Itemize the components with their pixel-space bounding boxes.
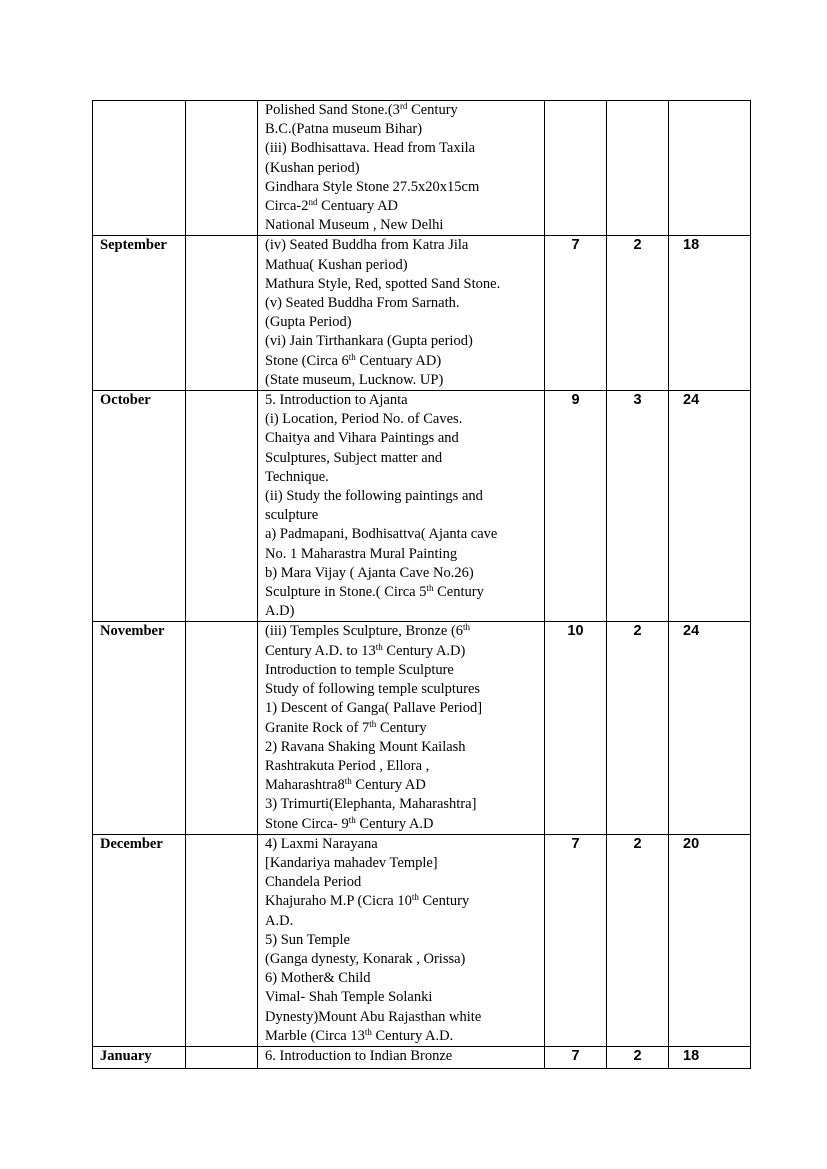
topic-line — [265, 699, 544, 718]
week-cell — [186, 1046, 258, 1068]
topic-text: Sculptures, Subject matter and — [265, 449, 443, 466]
ordinal-suffix: th — [411, 892, 419, 903]
practical-periods-cell: 3 — [607, 391, 669, 622]
topic-text: Mathua( Kushan period) — [265, 256, 408, 273]
topic-line — [265, 429, 544, 448]
table-row — [93, 391, 751, 622]
topic-cell — [258, 1046, 545, 1068]
practical-periods-cell — [607, 101, 669, 236]
topic-text: (iii) Bodhisattava. Head from Taxila — [265, 140, 476, 157]
topic-line — [265, 313, 544, 332]
topic-text: Study of following temple sculptures — [265, 681, 481, 698]
topic-line — [265, 738, 544, 757]
topic-text: Granite Rock of 7 — [265, 719, 370, 736]
topic-text: (v) Seated Buddha From Sarnath. — [265, 295, 460, 312]
topic-line — [265, 661, 544, 680]
theory-periods-cell: 7 — [545, 236, 607, 391]
topic-line — [265, 642, 544, 661]
topic-text: [Kandariya mahadev Temple] — [265, 854, 438, 871]
topic-line — [265, 101, 544, 120]
topic-text: Sculpture in Stone.( Circa 5 — [265, 584, 427, 601]
table-row — [93, 622, 751, 834]
topic-line — [265, 487, 544, 506]
total-periods-cell: 18 — [669, 1046, 751, 1068]
topic-line — [265, 931, 544, 950]
week-cell — [186, 101, 258, 236]
topic-line — [265, 449, 544, 468]
topic-text: Chandela Period — [265, 874, 362, 891]
topic-text: Century — [407, 102, 458, 118]
theory-periods-cell: 7 — [545, 1046, 607, 1068]
topic-cell — [258, 622, 545, 834]
table-row — [93, 236, 751, 391]
topic-line — [265, 159, 544, 178]
practical-periods-cell: 2 — [607, 1046, 669, 1068]
topic-text: Century A.D — [355, 815, 434, 832]
topic-text: Centuary AD — [317, 198, 399, 215]
topic-line — [265, 545, 544, 564]
total-periods-cell — [669, 101, 751, 236]
ordinal-suffix: th — [426, 583, 434, 594]
topic-line — [265, 892, 544, 911]
topic-cell — [258, 236, 545, 391]
topic-line — [265, 178, 544, 197]
topic-text: (ii) Study the following paintings and — [265, 488, 483, 505]
topic-text: Stone Circa- 9 — [265, 815, 349, 832]
topic-text: b) Mara Vijay ( Ajanta Cave No.26) — [265, 564, 474, 581]
ordinal-suffix: th — [375, 641, 383, 652]
topic-text: National Museum , New Delhi — [265, 217, 444, 234]
topic-text: 1) Descent of Ganga( Pallave Period] — [265, 700, 483, 717]
ordinal-suffix: nd — [308, 197, 318, 208]
topic-text: Rashtrakuta Period , Ellora , — [265, 757, 430, 774]
ordinal-suffix: th — [369, 718, 377, 729]
syllabus-table — [92, 100, 751, 1069]
topic-text: Century — [376, 719, 427, 736]
topic-text: 6. Introduction to Indian Bronze — [265, 1047, 453, 1064]
ordinal-suffix: rd — [399, 101, 408, 111]
topic-text: Mathura Style, Red, spotted Sand Stone. — [265, 275, 501, 292]
topic-line — [265, 988, 544, 1007]
topic-text: Gindhara Style Stone 27.5x20x15cm — [265, 178, 480, 195]
topic-text: Polished Sand Stone.(3 — [265, 102, 400, 118]
theory-periods-cell: 10 — [545, 622, 607, 834]
topic-cell — [258, 834, 545, 1046]
topic-text: Century — [433, 584, 484, 601]
theory-periods-cell — [545, 101, 607, 236]
topic-text: Vimal- Shah Temple Solanki — [265, 989, 433, 1006]
month-cell: December — [93, 834, 186, 1046]
ordinal-suffix: th — [463, 622, 471, 633]
topic-line — [265, 583, 544, 602]
practical-periods-cell: 2 — [607, 834, 669, 1046]
topic-line — [265, 120, 544, 139]
topic-line — [265, 835, 544, 854]
topic-text: Centuary AD) — [355, 352, 442, 369]
topic-text: 5) Sun Temple — [265, 931, 350, 948]
topic-line — [265, 602, 544, 621]
topic-text: A.D. — [265, 912, 294, 929]
topic-line — [265, 352, 544, 371]
topic-text: 3) Trimurti(Elephanta, Maharashtra] — [265, 796, 477, 813]
total-periods-cell: 24 — [669, 391, 751, 622]
topic-text: Circa-2 — [265, 198, 309, 215]
topic-line — [265, 468, 544, 487]
practical-periods-cell: 2 — [607, 236, 669, 391]
ordinal-suffix: th — [348, 351, 356, 362]
topic-line — [265, 294, 544, 313]
syllabus-table-body — [93, 101, 751, 1069]
total-periods-cell: 20 — [669, 834, 751, 1046]
topic-line — [265, 506, 544, 525]
topic-text: Maharashtra8 — [265, 777, 345, 794]
topic-text: A.D) — [265, 603, 295, 620]
topic-line — [265, 1047, 544, 1066]
month-cell: January — [93, 1046, 186, 1068]
topic-text: (Kushan period) — [265, 159, 360, 176]
topic-line — [265, 525, 544, 544]
topic-text: Century AD — [351, 777, 426, 794]
topic-text: a) Padmapani, Bodhisattva( Ajanta cave — [265, 526, 498, 543]
topic-line — [265, 969, 544, 988]
practical-periods-cell: 2 — [607, 622, 669, 834]
table-row — [93, 1046, 751, 1068]
topic-text: 6) Mother& Child — [265, 970, 371, 987]
topic-text: 2) Ravana Shaking Mount Kailash — [265, 738, 466, 755]
topic-line — [265, 680, 544, 699]
month-cell: November — [93, 622, 186, 834]
topic-line — [265, 815, 544, 834]
topic-text: (i) Location, Period No. of Caves. — [265, 411, 463, 428]
topic-text: Technique. — [265, 468, 329, 485]
topic-line — [265, 854, 544, 873]
topic-text: Century A.D) — [382, 642, 466, 659]
topic-line — [265, 275, 544, 294]
topic-line — [265, 950, 544, 969]
week-cell — [186, 622, 258, 834]
topic-text: 5. Introduction to Ajanta — [265, 392, 408, 409]
theory-periods-cell: 9 — [545, 391, 607, 622]
topic-text: Dynesty)Mount Abu Rajasthan white — [265, 1008, 482, 1025]
week-cell — [186, 391, 258, 622]
topic-line — [265, 622, 544, 641]
month-cell: September — [93, 236, 186, 391]
month-cell — [93, 101, 186, 236]
table-row — [93, 101, 751, 236]
topic-text: Stone (Circa 6 — [265, 352, 349, 369]
topic-text: (iii) Temples Sculpture, Bronze (6 — [265, 623, 464, 640]
topic-text: Century — [418, 893, 470, 910]
topic-line — [265, 757, 544, 776]
topic-text: Century A.D. to 13 — [265, 642, 376, 659]
topic-text: (vi) Jain Tirthankara (Gupta period) — [265, 333, 473, 350]
topic-text: Introduction to temple Sculpture — [265, 661, 454, 678]
topic-line — [265, 332, 544, 351]
topic-line — [265, 139, 544, 158]
week-cell — [186, 236, 258, 391]
topic-text: No. 1 Maharastra Mural Painting — [265, 545, 458, 562]
topic-text: B.C.(Patna museum Bihar) — [265, 121, 423, 138]
topic-line — [265, 410, 544, 429]
ordinal-suffix: th — [364, 1026, 372, 1037]
topic-line — [265, 236, 544, 255]
topic-text: Khajuraho M.P (Cicra 10 — [265, 893, 412, 910]
month-cell: October — [93, 391, 186, 622]
topic-line — [265, 1027, 544, 1046]
theory-periods-cell: 7 — [545, 834, 607, 1046]
topic-line — [265, 719, 544, 738]
total-periods-cell: 18 — [669, 236, 751, 391]
table-row — [93, 834, 751, 1046]
topic-text: (iv) Seated Buddha from Katra Jila — [265, 237, 469, 254]
topic-cell — [258, 391, 545, 622]
topic-line — [265, 216, 544, 235]
week-cell — [186, 834, 258, 1046]
total-periods-cell: 24 — [669, 622, 751, 834]
topic-line — [265, 873, 544, 892]
topic-text: (State museum, Lucknow. UP) — [265, 371, 444, 388]
topic-line — [265, 795, 544, 814]
topic-text: 4) Laxmi Narayana — [265, 835, 378, 852]
ordinal-suffix: th — [348, 814, 356, 825]
topic-line — [265, 371, 544, 390]
topic-text: Century A.D. — [371, 1027, 454, 1044]
topic-line — [265, 912, 544, 931]
topic-text: Chaitya and Vihara Paintings and — [265, 430, 459, 447]
topic-text: sculpture — [265, 507, 319, 524]
topic-cell — [258, 101, 545, 236]
topic-text: (Ganga dynesty, Konarak , Orissa) — [265, 950, 466, 967]
topic-line — [265, 1008, 544, 1027]
topic-line — [265, 776, 544, 795]
topic-line — [265, 197, 544, 216]
topic-line — [265, 391, 544, 410]
topic-line — [265, 564, 544, 583]
topic-text: Marble (Circa 13 — [265, 1027, 365, 1044]
topic-text: (Gupta Period) — [265, 314, 352, 331]
ordinal-suffix: th — [344, 776, 352, 787]
topic-line — [265, 256, 544, 275]
